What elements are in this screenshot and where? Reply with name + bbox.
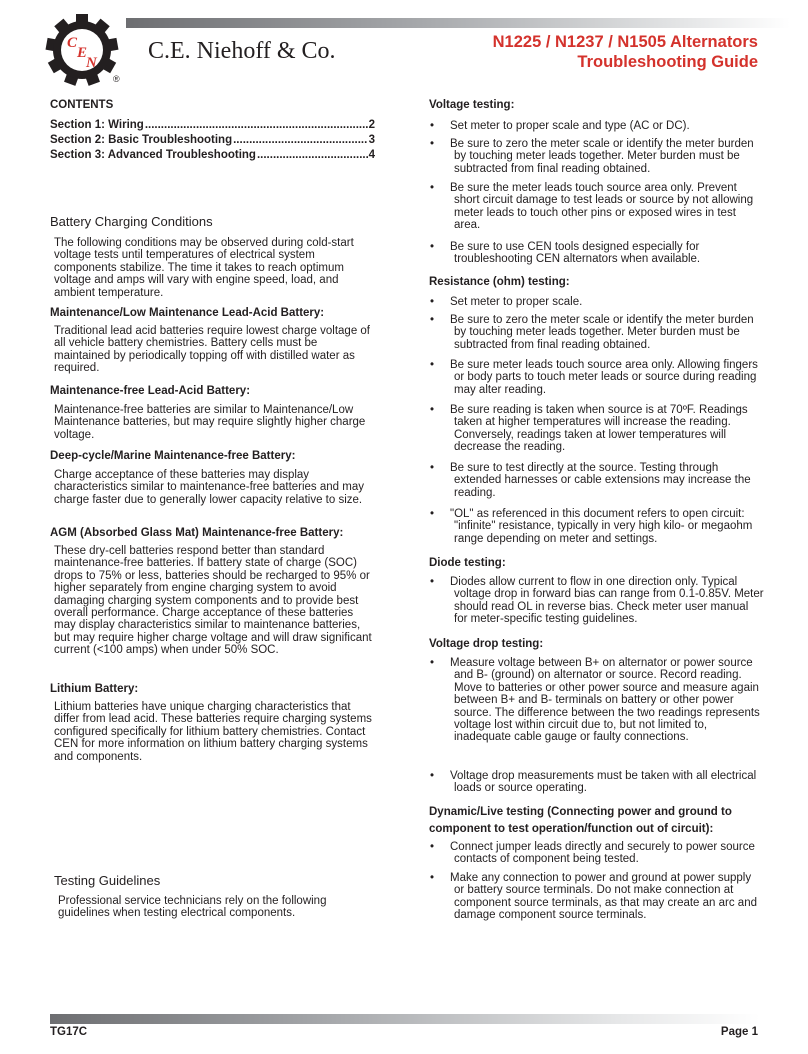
bullet-item: • Be sure to test directly at the source. Testing through extended harnesses or cable extensions may increase the reading. [430, 462, 751, 499]
battery-type-text: Lithium batteries have unique charging characteristics that differ from lead acid. These batteries require charging systems configured specifically for lithium battery chemistries. Contact CEN for more information on lithium battery charging systems and components. [54, 701, 372, 763]
voltage-testing-heading: Voltage testing: [429, 99, 515, 111]
product-title: N1225 / N1237 / N1505 Alternators [492, 33, 758, 51]
voltage-drop-heading: Voltage drop testing: [429, 638, 544, 650]
footer-gradient-bar [50, 1014, 760, 1024]
battery-type-title: Maintenance/Low Maintenance Lead-Acid Battery: [50, 307, 325, 319]
page-number: Page 1 [720, 1026, 758, 1038]
battery-type-title: Lithium Battery: [50, 683, 139, 695]
guide-title: Troubleshooting Guide [577, 53, 758, 71]
document-id: TG17C [50, 1026, 88, 1038]
battery-type-title: AGM (Absorbed Glass Mat) Maintenance-free Battery: [50, 527, 344, 539]
bullet-item: • Set meter to proper scale. [430, 296, 583, 308]
bullet-item: • Set meter to proper scale and type (AC or DC). [430, 120, 690, 132]
battery-type-text: Charge acceptance of these batteries may display characteristics similar to maintenance-free batteries and may charge faster due to generally lower capacity relative to size. [54, 469, 364, 506]
bullet-item: • Be sure reading is taken when source is at 70ºF. Readings taken at higher temperatures will increase the reading. Conversely, readings taken at lower temperatures will decrease the reading. [430, 404, 748, 454]
battery-type-title: Deep-cycle/Marine Maintenance-free Battery: [50, 450, 296, 462]
toc-entry[interactable] [50, 149, 375, 161]
svg-text:N: N [86, 55, 97, 71]
logo-letter-c: C [67, 35, 78, 51]
bullet-item: • Be sure the meter leads touch source area only. Prevent short circuit damage to test leads or source by not allowing meter leads to touch other pins or exposed wires in test area. [430, 182, 754, 232]
testing-guidelines-text: Professional service technicians rely on the following guidelines when testing electrical components. [58, 895, 327, 920]
toc-page: 2 [368, 119, 375, 131]
bullet-item: • Measure voltage between B+ on alternator or power source and B- (ground) on alternator or source. Record reading. Move to batteries or other power source and measure again between B+ and B- terminals on battery or other power source. The difference between the two readings represents voltage lost within circuit due to, but not limited to, inadequate cable gauge or faulty connections. [430, 657, 760, 744]
bullet-item: • Connect jumper leads directly and securely to power source contacts of component being tested. [430, 841, 755, 866]
toc-entry[interactable] [50, 134, 375, 146]
resistance-testing-heading: Resistance (ohm) testing: [429, 276, 570, 288]
toc-label: Section 1: Wiring [50, 119, 144, 131]
toc-label: Section 3: Advanced Troubleshooting [50, 149, 256, 161]
diode-testing-heading: Diode testing: [429, 557, 506, 569]
bullet-item: • Make any connection to power and ground at power supply or battery source terminals. Do not make connection at component source terminals, as that may create an arc and damage component source terminals. [430, 872, 757, 922]
cen-gear-logo [44, 14, 124, 86]
contents-heading: CONTENTS [50, 99, 114, 111]
testing-guidelines-heading: Testing Guidelines [54, 873, 161, 888]
bullet-item: • Be sure to zero the meter scale or identify the meter burden by touching meter leads together. Meter burden must be subtracted from final reading obtained. [430, 314, 754, 351]
dynamic-testing-heading: Dynamic/Live testing (Connecting power and ground to [429, 806, 732, 818]
toc-entry[interactable] [50, 119, 375, 131]
battery-type-text: Maintenance-free batteries are similar to Maintenance/Low Maintenance batteries, but may require slightly higher charge voltage. [54, 404, 366, 441]
battery-intro: The following conditions may be observed during cold-start voltage tests until temperatures of electrical system components stabilize. The time it takes to reach optimum voltage and amps will vary with engine speed, load, and ambient temperature. [54, 237, 354, 299]
battery-type-title: Maintenance-free Lead-Acid Battery: [50, 385, 251, 397]
registered-mark: ® [113, 74, 120, 84]
bullet-item: • Voltage drop measurements must be taken with all electrical loads or source operating. [430, 770, 757, 795]
company-name: C.E. Niehoff & Co. [148, 38, 336, 64]
bullet-item: • Be sure meter leads touch source area only. Allowing fingers or body parts to touch meter leads or source during reading may alter reading. [430, 359, 758, 396]
bullet-item: • Be sure to zero the meter scale or identify the meter burden by touching meter leads together. Meter burden must be subtracted from final reading obtained. [430, 138, 754, 175]
battery-type-text: Traditional lead acid batteries require lowest charge voltage of all vehicle battery chemistries. Battery cells must be maintained by periodically topping off with distilled water as required. [54, 325, 371, 375]
toc-label: Section 2: Basic Troubleshooting [50, 134, 233, 146]
dynamic-testing-heading-line2: component to test operation/function out of circuit): [429, 823, 714, 835]
bullet-item: • "OL" as referenced in this document refers to open circuit: "infinite" resistance, typically in very high kilo- or megaohm range depending on meter and settings. [430, 508, 753, 545]
battery-heading: Battery Charging Conditions [50, 214, 213, 229]
bullet-item: • Be sure to use CEN tools designed especially for troubleshooting CEN alternators when available. [430, 241, 701, 266]
svg-text:E: E [77, 45, 88, 61]
toc-page: 4 [368, 149, 375, 161]
header-gradient-bar [126, 18, 790, 28]
toc-page: 3 [368, 134, 375, 146]
battery-type-text: These dry-cell batteries respond better than standard maintenance-free batteries. If battery state of charge (SOC) drops to 75% or less, batteries should be recharged to 95% or higher separately from engine charging system to avoid damaging charging system components and to provide best overall performance. Charge acceptance of these batteries may display characteristics similar to maintenance batteries, but may require higher charge voltage and will draw significant current (<100 amps) when under 50% SOC. [54, 545, 372, 657]
bullet-item: • Diodes allow current to flow in one direction only. Typical voltage drop in forward bias can range from 0.1-0.85V. Meter should read OL in reverse bias. Check meter user manual for meter-specific testing guidelines. [430, 576, 764, 626]
